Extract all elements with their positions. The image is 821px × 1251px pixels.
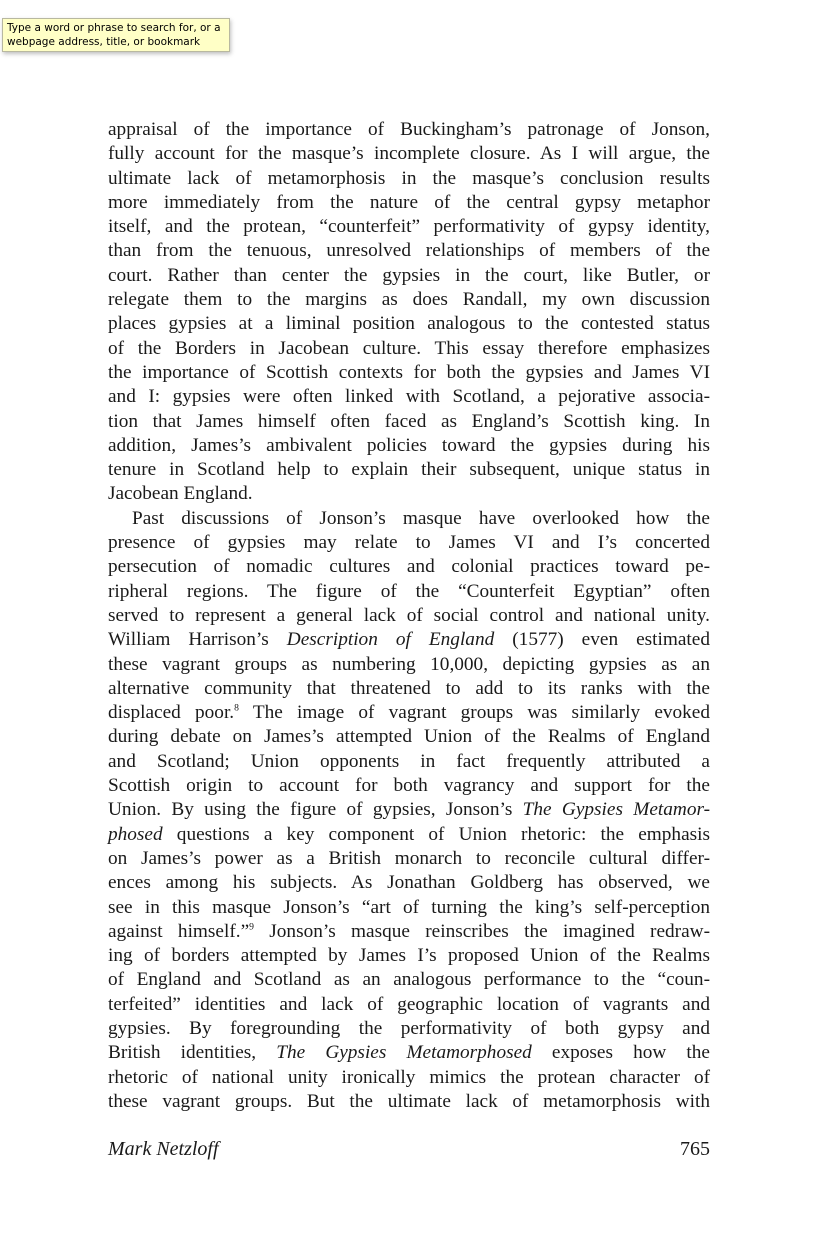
search-tooltip xyxy=(2,18,230,52)
italic-title: Description of England xyxy=(286,629,495,651)
text-line: ing of borders attempted by James I’s proposed Union of the Realms xyxy=(108,945,710,967)
text-line: and I: gypsies were often linked with Scotland, a pejorative associa- xyxy=(108,386,710,408)
text-line: of England and Scotland as an analogous performance to the “coun- xyxy=(108,969,710,991)
text-line: Past discussions of Jonson’s masque have overlooked how the xyxy=(132,507,710,529)
page-footer xyxy=(108,1136,710,1162)
text-line: Union. By using the figure of gypsies, Jonson’s The Gypsies Metamor- xyxy=(108,799,710,821)
text-line: tion that James himself often faced as England’s Scottish king. In xyxy=(108,410,710,432)
text-line: of the Borders in Jacobean culture. This essay therefore emphasizes xyxy=(108,337,710,359)
text-line: alternative community that threatened to add to its ranks with the xyxy=(108,677,710,699)
text-line: terfeited” identities and lack of geographic location of vagrants and xyxy=(108,993,710,1015)
text-line: tenure in Scotland help to explain their subsequent, unique status in xyxy=(108,459,710,481)
text-line: ripheral regions. The figure of the “Counterfeit Egyptian” often xyxy=(108,580,710,602)
text-line: against himself.”$^9$ Jonson’s masque reinscribes the imagined redraw- xyxy=(108,920,710,942)
text-line: Jacobean England. xyxy=(108,483,253,505)
footnote-ref: 8 xyxy=(234,702,239,714)
text-line: appraisal of the importance of Buckingham’s patronage of Jonson, xyxy=(108,119,710,140)
text-line: more immediately from the nature of the central gypsy metaphor xyxy=(108,191,710,213)
text-line: addition, James’s ambivalent policies toward the gypsies during his xyxy=(108,434,710,456)
italic-title: phosed xyxy=(108,823,163,845)
text-line: relegate them to the margins as does Randall, my own discussion xyxy=(108,289,710,311)
text-line: persecution of nomadic cultures and colonial practices toward pe- xyxy=(108,556,710,578)
running-author: Mark Netzloff xyxy=(108,1138,219,1160)
text-line: these vagrant groups as numbering 10,000, depicting gypsies as an xyxy=(108,653,710,675)
text-line: during debate on James’s attempted Union of the Realms of England xyxy=(108,726,710,748)
text-line: court. Rather than center the gypsies in the court, like Butler, or xyxy=(108,264,710,286)
text-line: ultimate lack of metamorphosis in the masque’s conclusion results xyxy=(108,167,710,189)
text-line: on James’s power as a British monarch to reconcile cultural differ- xyxy=(108,847,710,869)
text-line: displaced poor.$^8$ The image of vagrant groups was similarly evoked xyxy=(108,702,710,724)
text-line: and Scotland; Union opponents in fact frequently attributed a xyxy=(108,750,710,772)
text-line: phosed questions a key component of Union rhetoric: the emphasis xyxy=(108,823,710,845)
text-line: presence of gypsies may relate to James VI and I’s concerted xyxy=(108,532,710,554)
text-line: places gypsies at a liminal position analogous to the contested status xyxy=(108,313,710,335)
text-line: served to represent a general lack of social control and national unity. xyxy=(108,604,710,626)
text-line: these vagrant groups. But the ultimate lack of metamorphosis with xyxy=(108,1090,710,1112)
tooltip-text: Type a word or phrase to search for, or a webpage address, title, or bookmark xyxy=(7,22,221,48)
text-line: gypsies. By foregrounding the performativity of both gypsy and xyxy=(108,1017,710,1039)
text-line: Scottish origin to account for both vagrancy and support for the xyxy=(108,775,710,797)
text-line: British identities, The Gypsies Metamorphosed exposes how the xyxy=(108,1042,710,1064)
text-line: the importance of Scottish contexts for both the gypsies and James VI xyxy=(108,361,710,383)
text-line: ences among his subjects. As Jonathan Goldberg has observed, we xyxy=(108,872,710,894)
text-line: itself, and the protean, “counterfeit” performativity of gypsy identity, xyxy=(108,216,710,238)
text-line: see in this masque Jonson’s “art of turning the king’s self-perception xyxy=(108,896,710,918)
text-line: fully account for the masque’s incomplete closure. As I will argue, the xyxy=(108,143,710,165)
italic-title: The Gypsies Metamor- xyxy=(522,799,710,821)
italic-title: The Gypsies Metamorphosed xyxy=(276,1042,532,1064)
page-number: 765 xyxy=(680,1138,710,1160)
text-line: William Harrison’s Description of England (1577) even estimated xyxy=(108,629,710,651)
text-line: rhetoric of national unity ironically mimics the protean character of xyxy=(108,1066,710,1088)
text-line: than from the tenuous, unresolved relationships of members of the xyxy=(108,240,710,262)
page-body-text xyxy=(108,118,710,1114)
footnote-ref: 9 xyxy=(249,921,254,933)
